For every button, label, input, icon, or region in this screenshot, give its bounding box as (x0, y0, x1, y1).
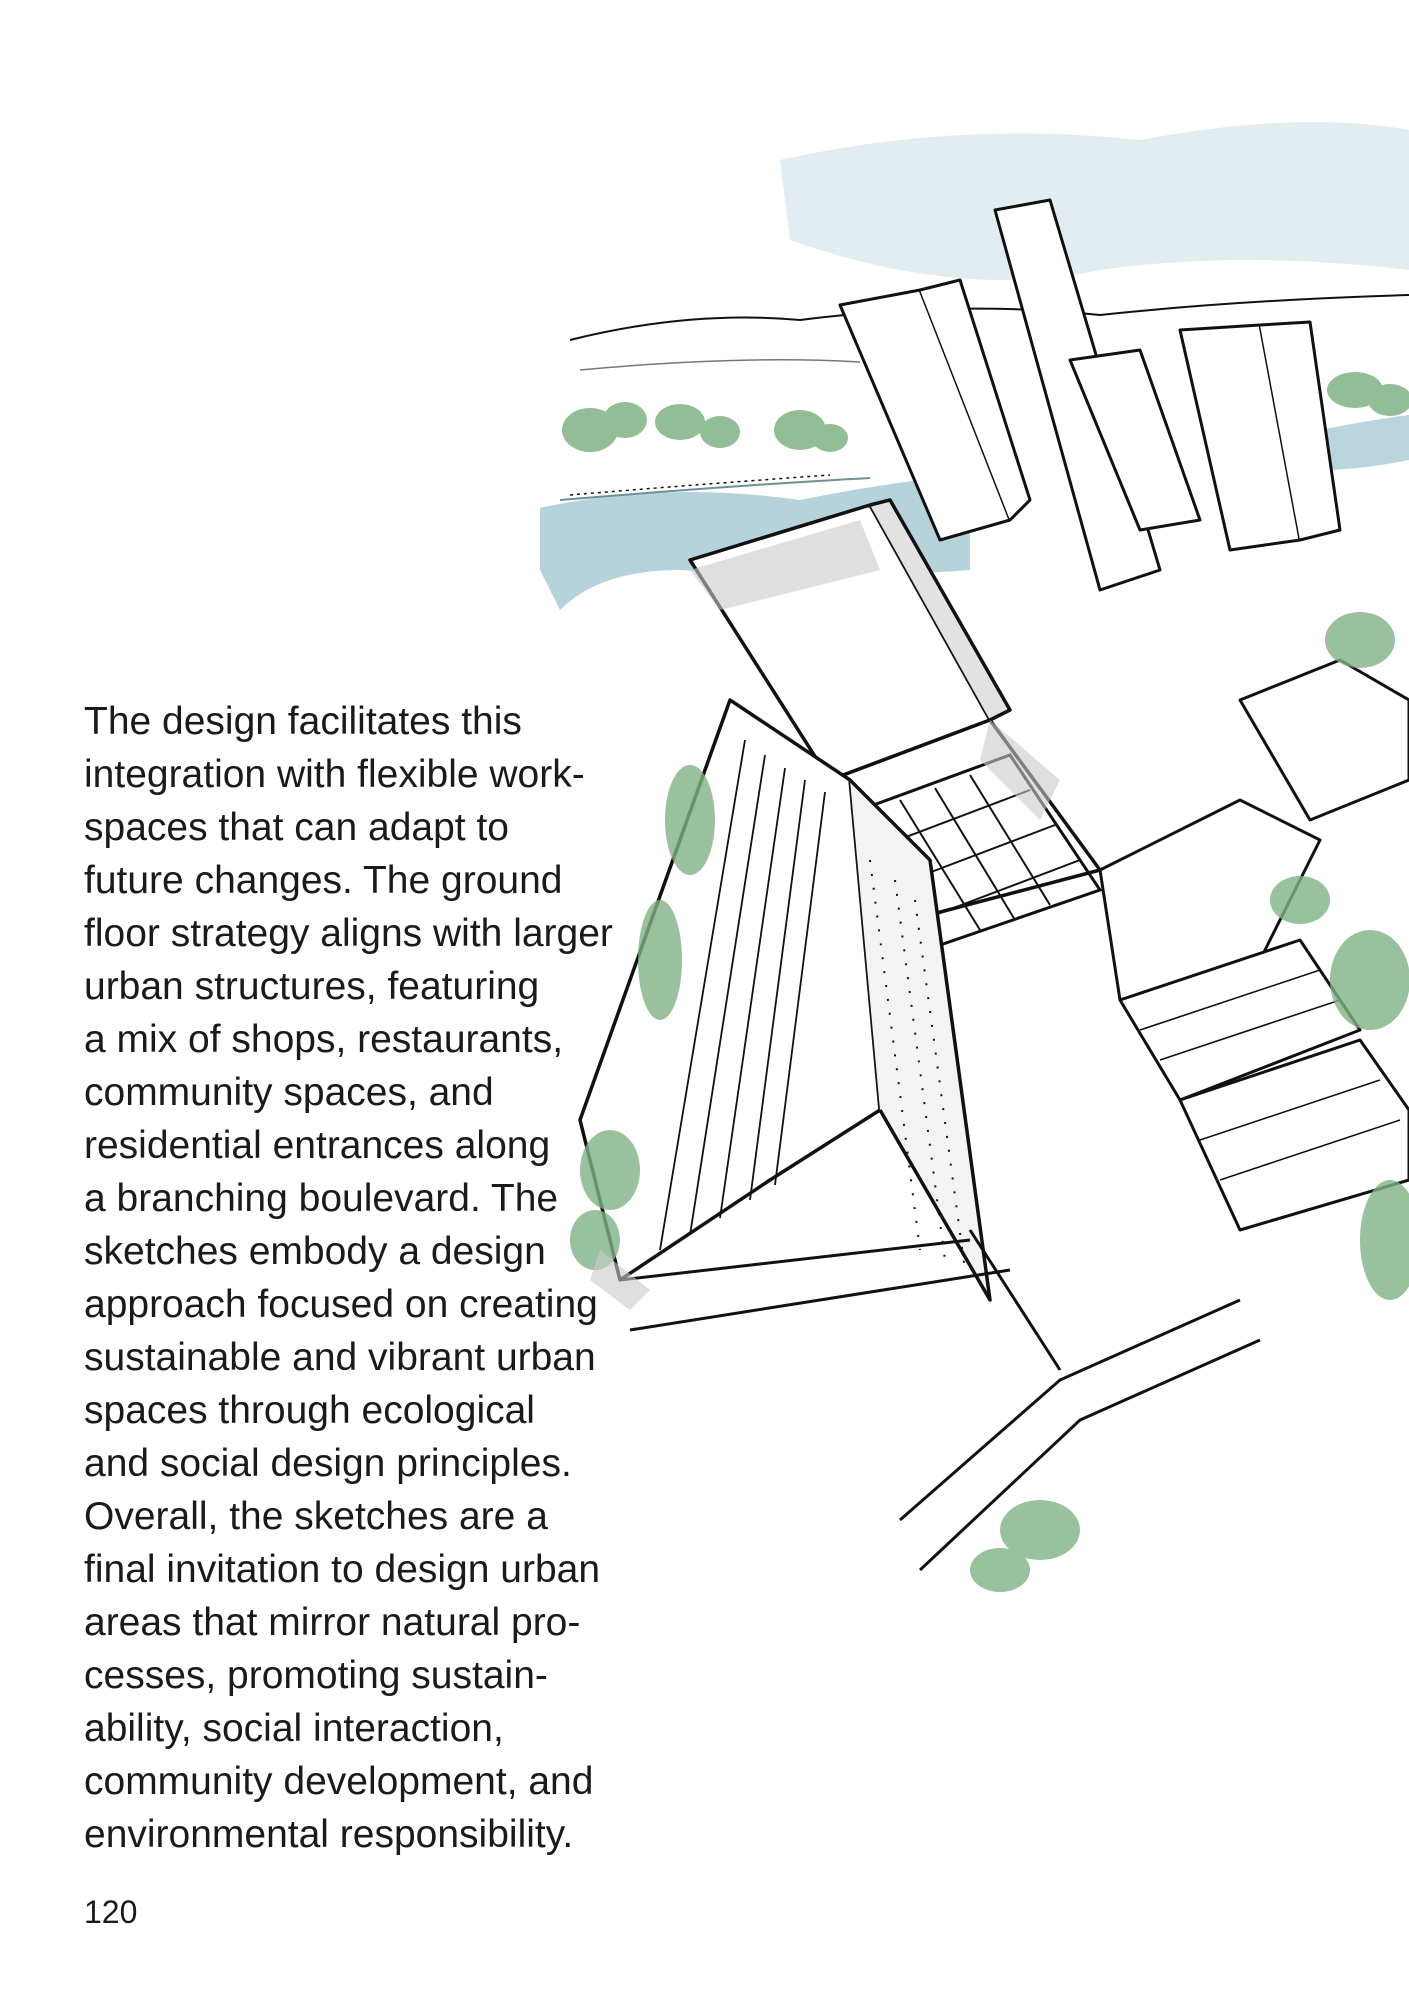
sky-wash (780, 122, 1409, 280)
page-number: 120 (84, 1894, 138, 1930)
body-line: sustainable and vibrant urban (84, 1336, 596, 1379)
body-line: a branching boulevard. The (84, 1177, 559, 1220)
body-line: areas that mirror natural pro- (84, 1601, 581, 1644)
body-line: and social design principles. (84, 1442, 572, 1485)
body-line: environmental responsibility. (84, 1813, 574, 1856)
body-line: a mix of shops, restaurants, (84, 1018, 564, 1061)
body-line: urban structures, featuring (84, 965, 540, 1008)
body-line: ability, social interaction, (84, 1707, 504, 1750)
body-line: final invitation to design urban (84, 1548, 601, 1591)
walkway (620, 1230, 1260, 1570)
body-line: cesses, promoting sustain- (84, 1654, 548, 1697)
body-line: community spaces, and (84, 1071, 494, 1114)
body-line: spaces through ecological (84, 1389, 535, 1432)
body-paragraph (84, 695, 684, 1861)
body-line: community development, and (84, 1760, 594, 1803)
body-line: sketches embody a design (84, 1230, 546, 1273)
body-line: Overall, the sketches are a (84, 1495, 548, 1538)
body-line: floor strategy aligns with larger (84, 912, 613, 955)
body-line: The design facilitates this (84, 700, 522, 743)
body-line: future changes. The ground (84, 859, 563, 902)
body-line: residential entrances along (84, 1124, 551, 1167)
body-line: spaces that can adapt to (84, 806, 509, 849)
body-line: integration with flexible work- (84, 753, 585, 796)
body-line: approach focused on creating (84, 1283, 598, 1326)
